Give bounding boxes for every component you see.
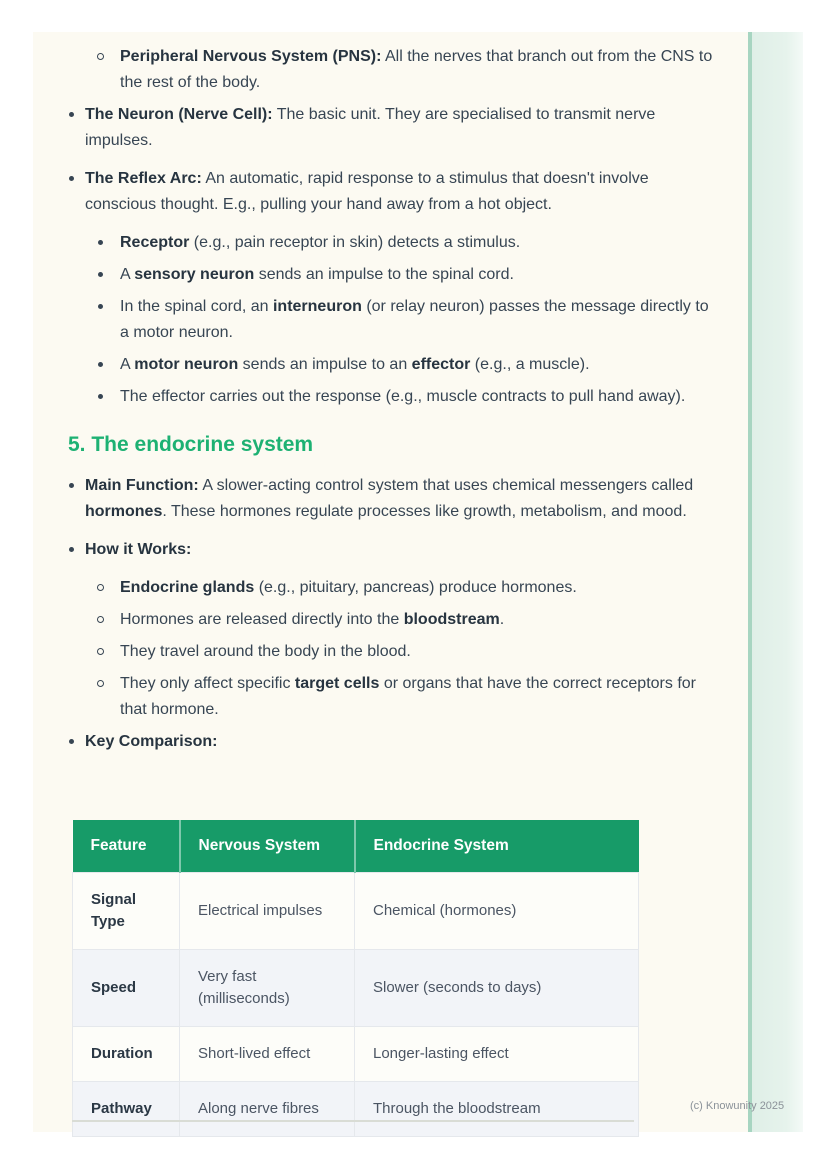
bullet-text: A motor neuron sends an impulse to an effector (e.g., a muscle). [120,356,590,373]
disc-bullet-icon [97,230,120,256]
disc-bullet-icon [97,262,120,288]
bullet-text: The Reflex Arc: An automatic, rapid response to a stimulus that doesn't involve conscious thought. E.g., pulling your hand away from a hot object. [85,170,649,213]
content-blocks [33,32,748,767]
table-head [73,820,639,873]
table-cell: Very fast (milliseconds) [180,950,355,1027]
table-feature-cell: Duration [73,1027,180,1082]
table-row [73,873,639,950]
table-cell: Through the bloodstream [355,1082,639,1137]
table-header-row [73,820,639,873]
bullet-text: In the spinal cord, an interneuron (or relay neuron) passes the message directly to a motor neuron. [120,298,709,341]
document-page [33,32,803,1132]
bullet-text: How it Works: [85,541,192,558]
bullet-item [68,473,748,525]
table-row [73,1082,639,1137]
circle-bullet-icon [97,44,120,70]
bullet-item [97,575,748,601]
bullet-item [97,294,748,346]
bullet-item [97,607,748,633]
table-feature-cell: Pathway [73,1082,180,1137]
bottom-divider [72,1120,634,1122]
bullet-text: Peripheral Nervous System (PNS): All the nerves that branch out from the CNS to the rest of the body. [120,48,713,91]
table-header-cell: Endocrine System [355,820,639,873]
table-cell: Longer-lasting effect [355,1027,639,1082]
table-feature-cell: Signal Type [73,873,180,950]
bullet-text: Endocrine glands (e.g., pituitary, pancreas) produce hormones. [120,579,577,596]
bullet-item [97,384,748,410]
table-cell: Slower (seconds to days) [355,950,639,1027]
circle-bullet-icon [97,639,120,665]
disc-bullet-icon [68,537,85,563]
bullet-item [97,352,748,378]
table-cell: Electrical impulses [180,873,355,950]
disc-bullet-icon [68,166,85,192]
bullet-text: The Neuron (Nerve Cell): The basic unit. They are specialised to transmit nerve impulses. [85,106,656,149]
table-body [73,873,639,1137]
bullet-text: Receptor (e.g., pain receptor in skin) detects a stimulus. [120,234,521,251]
disc-bullet-icon [68,102,85,128]
bullet-item [97,44,748,96]
circle-bullet-icon [97,671,120,697]
bullet-text: They only affect specific target cells or organs that have the correct receptors for that hormone. [120,675,696,718]
table-cell: Along nerve fibres [180,1082,355,1137]
copyright-note: (c) Knowunity 2025 [690,1100,785,1112]
bullet-text: Key Comparison: [85,733,218,750]
table-header-cell: Feature [73,820,180,873]
comparison-table-container [72,820,639,1137]
disc-bullet-icon [97,384,120,410]
bullet-text: Hormones are released directly into the bloodstream. [120,611,505,628]
bullet-item [68,537,748,563]
table-cell: Short-lived effect [180,1027,355,1082]
bullet-text: A sensory neuron sends an impulse to the spinal cord. [120,266,514,283]
disc-bullet-icon [68,473,85,499]
comparison-table [72,820,639,1137]
table-row [73,950,639,1027]
table-feature-cell: Speed [73,950,180,1027]
disc-bullet-icon [97,294,120,320]
table-cell: Chemical (hormones) [355,873,639,950]
bullet-text: They travel around the body in the blood. [120,643,411,660]
circle-bullet-icon [97,607,120,633]
table-row [73,1027,639,1082]
bullet-item [68,166,748,218]
section-heading: 5. The endocrine system [68,433,314,456]
bullet-text: The effector carries out the response (e.g., muscle contracts to pull hand away). [120,388,686,405]
bullet-item [97,639,748,665]
circle-bullet-icon [97,575,120,601]
bullet-item [97,262,748,288]
bullet-item [97,671,748,723]
disc-bullet-icon [68,729,85,755]
bullet-item [97,230,748,256]
bullet-text: Main Function: A slower-acting control system that uses chemical messengers called hormones. These hormones regulate processes like growth, metabolism, and mood. [85,477,694,520]
bullet-item [68,102,748,154]
page-accent-stripe [748,32,803,1132]
bullet-item [68,729,748,755]
table-header-cell: Nervous System [180,820,355,873]
disc-bullet-icon [97,352,120,378]
